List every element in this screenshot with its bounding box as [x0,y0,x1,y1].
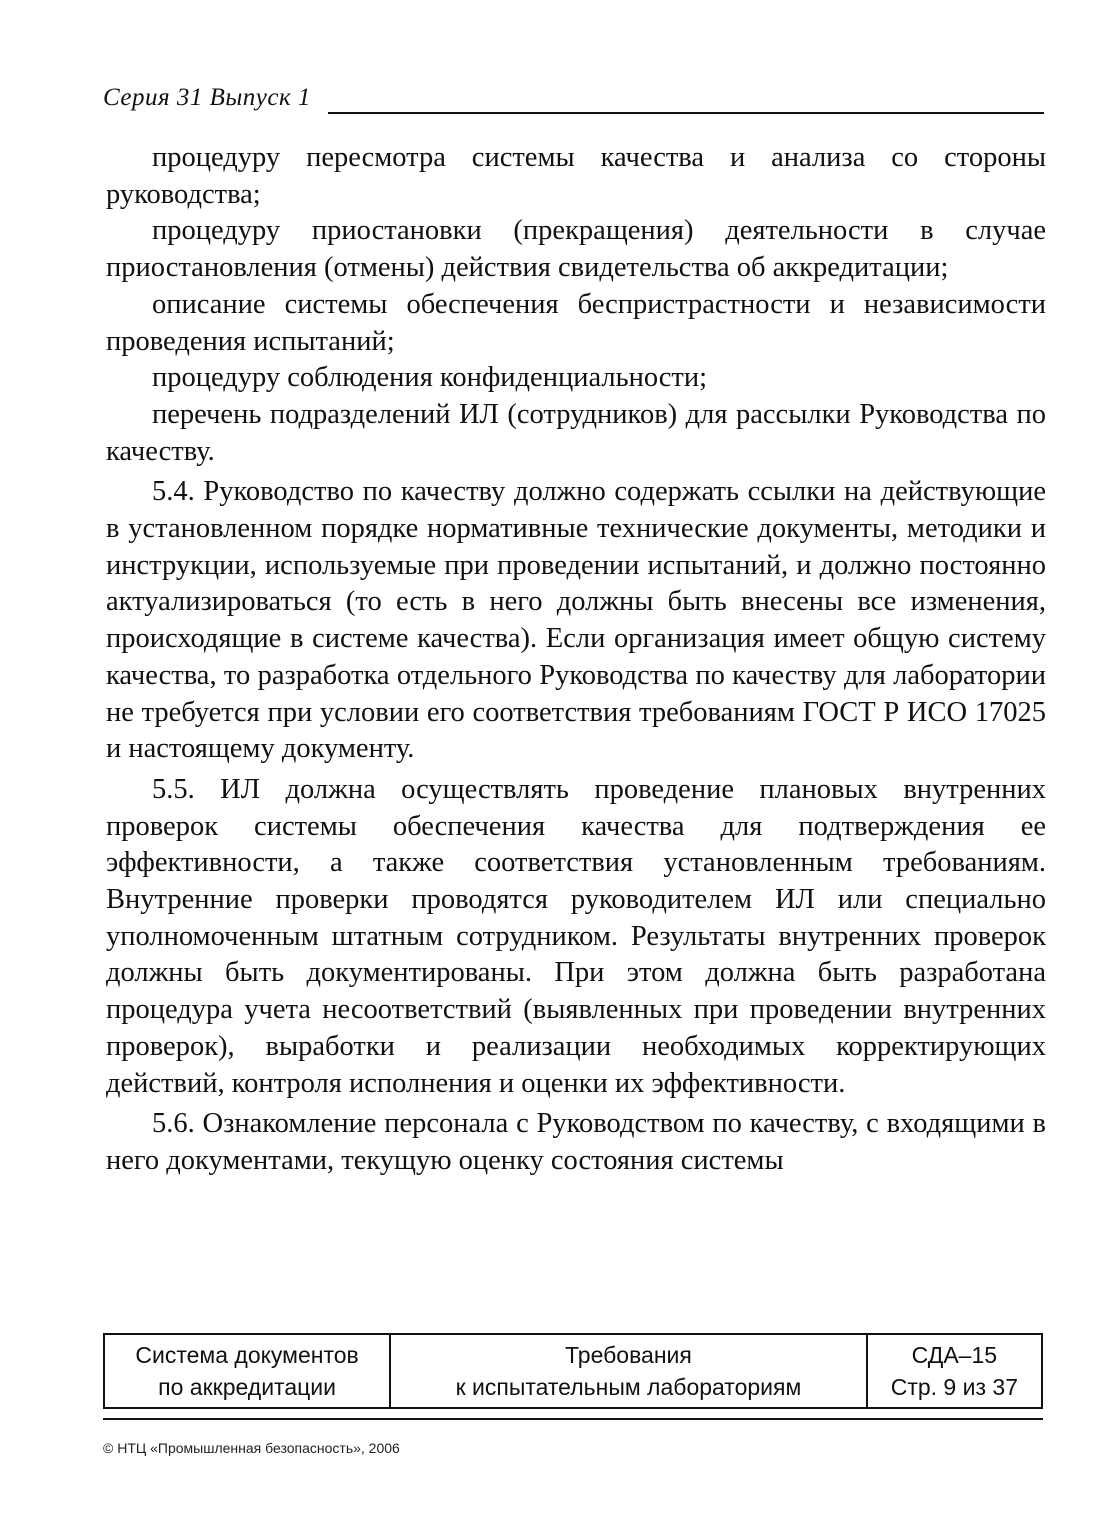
paragraph-5-5: 5.5. ИЛ должна осуществлять проведение плановых внутренних проверок системы обеспечения качества для подтверждения ее эффективности, а также соответствия установленным требованиям. Внутренние проверки проводятся руководителем ИЛ или специально уполномоченным штатным сотрудником. Результаты внутренних проверок должны быть документированы. При этом должна быть разработана процедура учета несоответствий (выявленных при проведении внутренних проверок), выработки и реализации необходимых корректирующих действий, контроля исполнения и оценки их эффективности. [106,773,1046,1099]
running-header: Серия 31 Выпуск 1 [103,84,311,111]
header-rule [328,112,1044,114]
footer-requirements-line2: к испытательным лабораториям [455,1374,802,1400]
footer-system-line1: Система документов [135,1342,359,1368]
footer-table [103,1333,1043,1409]
paragraph-review-procedure: процедуру пересмотра системы качества и анализа со стороны руководства; [106,142,1046,210]
paragraph-confidentiality: процедуру соблюдения конфиденциальности; [152,362,708,394]
footer-doc-code: СДА–15 [911,1342,998,1368]
footer-cell-system [104,1334,390,1408]
footer-rule [103,1418,1043,1420]
footer-cell-requirements [390,1334,867,1408]
paragraph-impartiality-system: описание системы обеспечения беспристрастности и независимости проведения испытаний; [106,288,1046,357]
footer-system-line2: по аккредитации [158,1374,336,1400]
footer-stamp [103,1333,1043,1409]
paragraph-5-6: 5.6. Ознакомление персонала с Руководством по качеству, с входящими в него документами, текущую оценку состояния системы [106,1108,1046,1176]
footer-page-number: Стр. 9 из 37 [890,1374,1018,1400]
footer-requirements-line1: Требования [565,1342,692,1368]
paragraph-5-4: 5.4. Руководство по качеству должно содержать ссылки на действующие в установленном порядке нормативные технические документы, методики и инструкции, используемые при проведении испытаний, и должно постоянно актуализироваться (то есть в него должны быть внесены все изменения, происходящие в системе качества). Если организация имеет общую систему качества, то разработка отдельного Руководства по качеству для лаборатории не требуется при условии его соответствия требованиям ГОСТ Р ИСО 17025 и настоящему документу. [106,476,1046,765]
copyright-notice: © НТЦ «Промышленная безопасность», 2006 [103,1440,400,1456]
paragraph-distribution-list: перечень подразделений ИЛ (сотрудников) для рассылки Руководства по качеству. [106,398,1046,467]
paragraph-suspension-procedure: процедуру приостановки (прекращения) деятельности в случае приостановления (отмены) действия свидетельства об аккредитации; [106,215,1046,284]
body-text [106,140,1046,1180]
footer-cell-doc-id [867,1334,1042,1408]
